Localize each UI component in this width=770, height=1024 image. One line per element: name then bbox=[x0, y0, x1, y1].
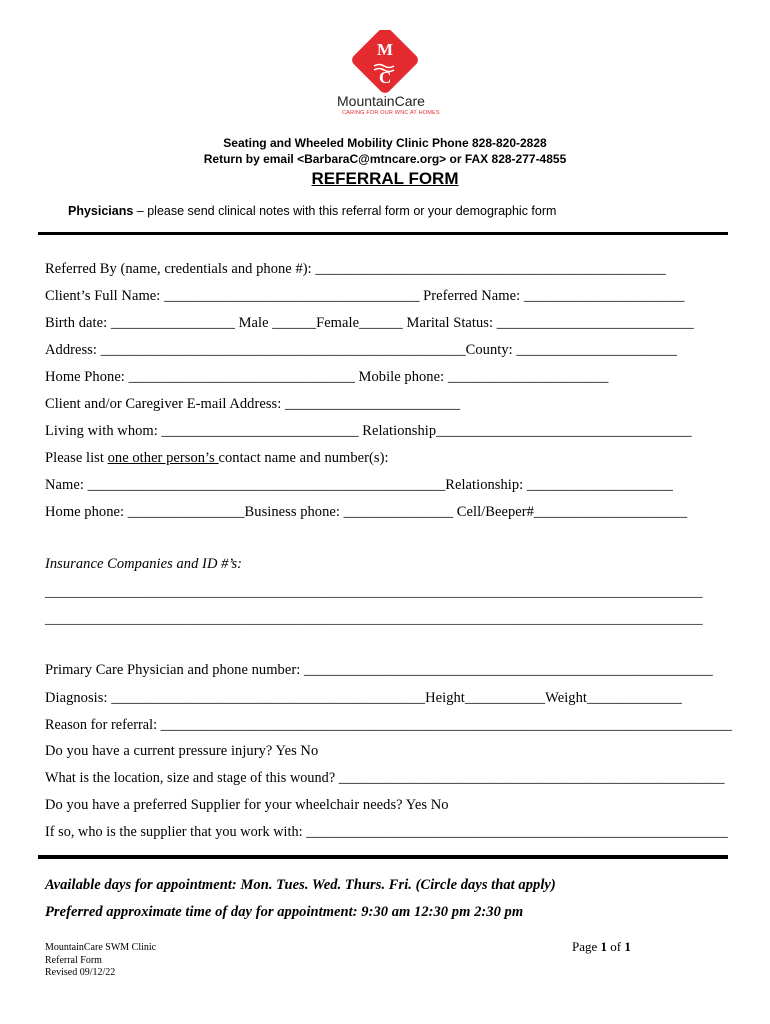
physicians-instructions: – please send clinical notes with this referral form or your demographic form bbox=[133, 204, 557, 218]
logo bbox=[330, 30, 440, 120]
birth-date-field[interactable]: Birth date: _________________ Male ______Female______ Marital Status: ___________________________ bbox=[45, 315, 694, 331]
footer-clinic: MountainCare SWM Clinic bbox=[45, 942, 157, 953]
diagnosis-field[interactable]: Diagnosis: ___________________________________________Height___________Weight_____________ bbox=[45, 690, 682, 706]
supplier-question[interactable]: Do you have a preferred Supplier for your wheelchair needs? Yes No bbox=[45, 797, 449, 813]
wound-field[interactable]: What is the location, size and stage of this wound? ______________________________________________________ bbox=[45, 770, 725, 786]
client-name-field[interactable]: Client’s Full Name: ___________________________________ Preferred Name: ______________________ bbox=[45, 288, 685, 304]
referred-by-field[interactable]: Referred By (name, credentials and phone #): ________________________________________________ bbox=[45, 261, 666, 277]
footer-form-name: Referral Form bbox=[45, 955, 102, 966]
logo-brand: MountainCare bbox=[337, 93, 425, 109]
divider-top bbox=[38, 232, 728, 235]
other-contact-pre: Please list bbox=[45, 450, 108, 466]
page-current: 1 bbox=[600, 939, 608, 954]
reason-field[interactable]: Reason for referral: ________________________________________________________________________________ bbox=[45, 717, 733, 733]
footer-revised: Revised 09/12/22 bbox=[45, 967, 116, 978]
available-days[interactable]: Available days for appointment: Mon. Tues. Wed. Thurs. Fri. (Circle days that apply) bbox=[45, 877, 556, 893]
other-contact-prompt bbox=[45, 450, 389, 467]
page-of: of bbox=[607, 939, 625, 954]
living-with-field[interactable]: Living with whom: ___________________________ Relationship___________________________________ bbox=[45, 423, 692, 439]
pressure-injury-question[interactable]: Do you have a current pressure injury? Yes No bbox=[45, 743, 319, 759]
email-field[interactable]: Client and/or Caregiver E-mail Address: ________________________ bbox=[45, 396, 461, 412]
logo-monogram-top: M bbox=[377, 40, 394, 59]
preferred-time[interactable]: Preferred approximate time of day for appointment: 9:30 am 12:30 pm 2:30 pm bbox=[45, 904, 524, 920]
supplier-name-field[interactable]: If so, who is the supplier that you work with: ___________________________________________________________ bbox=[45, 824, 728, 840]
clinic-phone-line: Seating and Wheeled Mobility Clinic Phone 828-820-2828 bbox=[223, 136, 547, 150]
insurance-line-1[interactable]: ______________________________________________________________________________________________ bbox=[45, 585, 703, 600]
address-field[interactable]: Address: __________________________________________________County: ______________________ bbox=[45, 342, 677, 358]
home-phone-field[interactable]: Home Phone: _______________________________ Mobile phone: ______________________ bbox=[45, 369, 609, 385]
page-total: 1 bbox=[624, 939, 631, 954]
contact-phones-field[interactable]: Home phone: ________________Business phone: _______________ Cell/Beeper#_____________________ bbox=[45, 504, 688, 520]
other-contact-underlined: one other person’s bbox=[107, 450, 219, 466]
logo-monogram-bottom: C bbox=[379, 68, 392, 87]
insurance-line-2[interactable]: ______________________________________________________________________________________________ bbox=[45, 612, 703, 627]
pcp-field[interactable]: Primary Care Physician and phone number: ________________________________________________________ bbox=[45, 662, 713, 678]
page-number bbox=[572, 939, 631, 955]
page-title: REFERRAL FORM bbox=[311, 169, 459, 188]
physicians-note bbox=[68, 204, 556, 218]
other-contact-post: contact name and number(s): bbox=[218, 450, 389, 466]
page-prefix: Page bbox=[572, 939, 601, 954]
physicians-label: Physicians bbox=[68, 204, 134, 218]
insurance-label: Insurance Companies and ID #’s: bbox=[45, 556, 243, 572]
divider-bottom bbox=[38, 855, 728, 859]
logo-tagline: CARING FOR OUR WNC AT HOMES bbox=[342, 110, 440, 116]
contact-name-field[interactable]: Name: _________________________________________________Relationship: ____________________ bbox=[45, 477, 673, 493]
return-contact-line: Return by email <BarbaraC@mtncare.org> or FAX 828-277-4855 bbox=[203, 152, 567, 166]
